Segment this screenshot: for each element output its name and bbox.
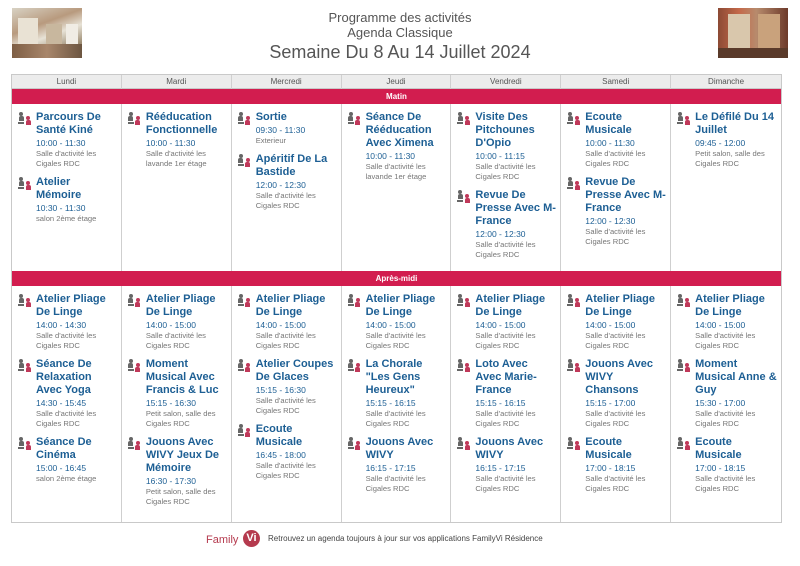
people-activity-icon bbox=[457, 359, 471, 372]
activity-time: 16:15 - 17:15 bbox=[475, 463, 526, 473]
activity-item bbox=[457, 111, 556, 182]
activity-item bbox=[348, 111, 447, 182]
activity-item bbox=[677, 293, 777, 351]
agenda-cell-lundi-morning bbox=[12, 104, 122, 271]
people-activity-icon bbox=[18, 437, 32, 450]
program-title: Programme des activités bbox=[328, 10, 472, 25]
activity-time: 12:00 - 12:30 bbox=[585, 216, 636, 226]
activity-time: 17:00 - 18:15 bbox=[585, 463, 636, 473]
activity-item bbox=[18, 176, 117, 224]
page-header bbox=[0, 0, 800, 70]
people-activity-icon bbox=[677, 112, 691, 125]
activity-location: Petit salon, salle des Cigales RDC bbox=[145, 409, 216, 428]
activity-title: Ecoute Musicale bbox=[585, 111, 632, 136]
afternoon-row bbox=[12, 286, 781, 522]
activity-time: 10:00 - 11:30 bbox=[36, 138, 86, 148]
activity-item bbox=[677, 436, 777, 494]
activity-location: Salle d'activité les Cigales RDC bbox=[475, 331, 536, 350]
agenda-cell-mardi-morning bbox=[122, 104, 232, 271]
familyvi-logo-text: Family bbox=[206, 534, 239, 546]
day-header-samedi: Samedi bbox=[561, 75, 671, 89]
activity-item bbox=[457, 358, 556, 429]
day-header-jeudi: Jeudi bbox=[342, 75, 452, 89]
people-activity-icon bbox=[457, 437, 471, 450]
activity-location: Salle d'activité les Cigales RDC bbox=[36, 149, 97, 168]
activity-time: 16:45 - 18:00 bbox=[255, 450, 306, 460]
activity-title: Loto Avec Avec Marie-France bbox=[475, 358, 537, 396]
period-afternoon-banner: Après-midi bbox=[12, 271, 781, 286]
people-activity-icon bbox=[238, 294, 252, 307]
activity-title: Jouons Avec WIVY bbox=[365, 436, 434, 461]
activity-time: 14:30 - 15:45 bbox=[36, 398, 87, 408]
people-activity-icon bbox=[18, 294, 32, 307]
activity-time: 09:30 - 11:30 bbox=[255, 125, 306, 135]
people-activity-icon bbox=[567, 112, 581, 125]
activity-time: 15:15 - 16:15 bbox=[365, 398, 416, 408]
activity-item bbox=[18, 436, 117, 484]
people-activity-icon bbox=[238, 154, 252, 167]
activity-time: 10:00 - 11:30 bbox=[585, 138, 635, 148]
activity-title: Jouons Avec WIVY bbox=[475, 436, 544, 461]
activity-title: Atelier Pliage De Linge bbox=[695, 293, 765, 318]
agenda-cell-vendredi-afternoon bbox=[451, 286, 561, 522]
activity-item bbox=[128, 293, 227, 351]
activity-item bbox=[348, 293, 447, 351]
people-activity-icon bbox=[238, 112, 252, 125]
activity-item bbox=[567, 293, 666, 351]
activity-item bbox=[457, 189, 556, 260]
day-header-mardi: Mardi bbox=[122, 75, 232, 89]
activity-location: salon 2ème étage bbox=[36, 214, 97, 223]
activity-title: Ecoute Musicale bbox=[585, 436, 632, 461]
activity-title: Atelier Pliage De Linge bbox=[365, 293, 436, 318]
residence-lobby-photo bbox=[12, 8, 82, 58]
people-activity-icon bbox=[457, 190, 471, 203]
activity-location: Salle d'activité les Cigales RDC bbox=[255, 331, 316, 350]
agenda-cell-dimanche-afternoon bbox=[671, 286, 781, 522]
activity-time: 15:15 - 16:30 bbox=[145, 398, 196, 408]
activity-title: Rééducation Fonctionnelle bbox=[145, 111, 218, 136]
people-activity-icon bbox=[128, 112, 142, 125]
activity-item bbox=[238, 153, 337, 211]
activity-title: La Chorale "Les Gens Heureux" bbox=[365, 358, 423, 396]
activity-title: Atelier Coupes De Glaces bbox=[255, 358, 334, 383]
activity-title: Le Défilé Du 14 Juillet bbox=[695, 111, 774, 136]
activity-location: Salle d'activité les Cigales RDC bbox=[475, 474, 536, 493]
weekly-agenda-table bbox=[11, 74, 782, 523]
activity-title: Atelier Pliage De Linge bbox=[36, 293, 106, 318]
period-morning-banner: Matin bbox=[12, 89, 781, 104]
activity-location: salon 2ème étage bbox=[36, 474, 97, 483]
activity-time: 12:00 - 12:30 bbox=[255, 180, 306, 190]
agenda-cell-mercredi-morning bbox=[232, 104, 342, 271]
activity-item bbox=[677, 111, 777, 169]
activity-item bbox=[238, 111, 337, 146]
activity-time: 09:45 - 12:00 bbox=[695, 138, 746, 148]
activity-location: Salle d'activité les Cigales RDC bbox=[365, 474, 426, 493]
activity-item bbox=[567, 358, 666, 429]
activity-title: Revue De Presse Avec M-France bbox=[475, 189, 556, 227]
activity-item bbox=[567, 111, 666, 169]
activity-item bbox=[128, 358, 227, 429]
activity-title: Jouons Avec WIVY Chansons bbox=[585, 358, 653, 396]
agenda-type: Agenda Classique bbox=[347, 25, 453, 40]
activity-item bbox=[238, 293, 337, 351]
activity-location: Salle d'activité les Cigales RDC bbox=[585, 331, 646, 350]
activity-location: Salle d'activité les Cigales RDC bbox=[585, 149, 646, 168]
activity-item bbox=[348, 436, 447, 494]
agenda-cell-samedi-afternoon bbox=[561, 286, 671, 522]
activity-item bbox=[128, 111, 227, 169]
people-activity-icon bbox=[567, 437, 581, 450]
activity-time: 15:15 - 16:30 bbox=[255, 385, 306, 395]
activity-item bbox=[457, 436, 556, 494]
activity-item bbox=[567, 436, 666, 494]
activity-location: Salle d'activité les Cigales RDC bbox=[365, 331, 426, 350]
activity-location: Salle d'activité les Cigales RDC bbox=[365, 409, 426, 428]
activity-title: Séance De Rééducation Avec Ximena bbox=[365, 111, 434, 149]
residence-entrance-photo bbox=[718, 8, 788, 58]
activity-title: Atelier Pliage De Linge bbox=[255, 293, 326, 318]
activity-location: Salle d'activité les Cigales RDC bbox=[585, 474, 646, 493]
activity-time: 17:00 - 18:15 bbox=[695, 463, 746, 473]
activity-location: Exterieur bbox=[255, 136, 287, 145]
activity-location: Salle d'activité les Cigales RDC bbox=[695, 409, 756, 428]
activity-location: Salle d'activité les Cigales RDC bbox=[255, 396, 316, 415]
activity-item bbox=[128, 436, 227, 507]
agenda-cell-samedi-morning bbox=[561, 104, 671, 271]
activity-item bbox=[567, 176, 666, 247]
people-activity-icon bbox=[128, 359, 142, 372]
people-activity-icon bbox=[567, 177, 581, 190]
activity-time: 16:30 - 17:30 bbox=[145, 476, 196, 486]
day-header-vendredi: Vendredi bbox=[451, 75, 561, 89]
activity-location: Salle d'activité les Cigales RDC bbox=[475, 409, 536, 428]
agenda-cell-dimanche-morning bbox=[671, 104, 781, 271]
day-header-row bbox=[12, 75, 781, 89]
activity-time: 10:00 - 11:15 bbox=[475, 151, 525, 161]
header-titles bbox=[150, 10, 650, 63]
people-activity-icon bbox=[348, 437, 362, 450]
activity-title: Moment Musical Anne & Guy bbox=[695, 358, 777, 396]
activity-title: Ecoute Musicale bbox=[695, 436, 742, 461]
activity-location: Salle d'activité les lavande 1er étage bbox=[145, 149, 207, 168]
activity-title: Jouons Avec WIVY Jeux De Mémoire bbox=[145, 436, 220, 474]
activity-item bbox=[457, 293, 556, 351]
people-activity-icon bbox=[567, 359, 581, 372]
activity-time: 14:00 - 14:30 bbox=[36, 320, 87, 330]
people-activity-icon bbox=[348, 112, 362, 125]
people-activity-icon bbox=[677, 359, 691, 372]
footer-app-notice: Retrouvez un agenda toujours à jour sur vos applications FamilyVi Résidence bbox=[268, 534, 543, 543]
agenda-cell-jeudi-afternoon bbox=[342, 286, 452, 522]
people-activity-icon bbox=[457, 112, 471, 125]
people-activity-icon bbox=[567, 294, 581, 307]
activity-item bbox=[18, 293, 117, 351]
people-activity-icon bbox=[238, 424, 252, 437]
activity-location: Salle d'activité les Cigales RDC bbox=[36, 409, 97, 428]
activity-time: 14:00 - 15:00 bbox=[145, 320, 196, 330]
activity-item bbox=[677, 358, 777, 429]
activity-time: 10:00 - 11:30 bbox=[145, 138, 196, 148]
morning-row bbox=[12, 104, 781, 271]
activity-title: Ecoute Musicale bbox=[255, 423, 303, 448]
activity-item bbox=[348, 358, 447, 429]
activity-location: Salle d'activité les Cigales RDC bbox=[695, 474, 756, 493]
day-header-lundi: Lundi bbox=[12, 75, 122, 89]
activity-location: Salle d'activité les Cigales RDC bbox=[585, 409, 646, 428]
activity-title: Séance De Cinéma bbox=[36, 436, 92, 461]
people-activity-icon bbox=[238, 359, 252, 372]
day-header-dimanche: Dimanche bbox=[708, 77, 745, 86]
activity-time: 16:15 - 17:15 bbox=[365, 463, 416, 473]
activity-item bbox=[238, 358, 337, 416]
activity-item bbox=[18, 111, 117, 169]
activity-time: 14:00 - 15:00 bbox=[365, 320, 416, 330]
activity-time: 15:15 - 16:15 bbox=[475, 398, 526, 408]
activity-time: 10:00 - 11:30 bbox=[365, 151, 416, 161]
people-activity-icon bbox=[18, 112, 32, 125]
activity-title: Atelier Mémoire bbox=[36, 176, 82, 201]
people-activity-icon bbox=[128, 437, 142, 450]
activity-location: Salle d'activité les Cigales RDC bbox=[255, 461, 316, 480]
activity-title: Revue De Presse Avec M-France bbox=[585, 176, 666, 214]
day-header-mercredi: Mercredi bbox=[232, 75, 342, 89]
activity-title: Apéritif De La Bastide bbox=[255, 153, 328, 178]
activity-title: Visite Des Pitchounes D'Opio bbox=[475, 111, 535, 149]
people-activity-icon bbox=[457, 294, 471, 307]
activity-location: Petit salon, salle des Cigales RDC bbox=[145, 487, 216, 506]
activity-time: 10:30 - 11:30 bbox=[36, 203, 86, 213]
activity-location: Salle d'activité les Cigales RDC bbox=[695, 331, 756, 350]
activity-time: 15:30 - 17:00 bbox=[695, 398, 746, 408]
activity-title: Séance De Relaxation Avec Yoga bbox=[36, 358, 92, 396]
agenda-cell-mardi-afternoon bbox=[122, 286, 232, 522]
activity-time: 12:00 - 12:30 bbox=[475, 229, 526, 239]
agenda-cell-vendredi-morning bbox=[451, 104, 561, 271]
activity-title: Moment Musical Avec Francis & Luc bbox=[145, 358, 219, 396]
people-activity-icon bbox=[128, 294, 142, 307]
activity-location: Petit salon, salle des Cigales RDC bbox=[695, 149, 765, 168]
familyvi-logo-icon: Vi bbox=[243, 530, 260, 547]
people-activity-icon bbox=[677, 437, 691, 450]
activity-item bbox=[238, 423, 337, 481]
activity-title: Atelier Pliage De Linge bbox=[145, 293, 216, 318]
agenda-cell-jeudi-morning bbox=[342, 104, 452, 271]
activity-time: 14:00 - 15:00 bbox=[695, 320, 746, 330]
activity-title: Parcours De Santé Kiné bbox=[36, 111, 101, 136]
people-activity-icon bbox=[348, 294, 362, 307]
activity-title: Sortie bbox=[255, 111, 287, 123]
activity-location: Salle d'activité les lavande 1er étage bbox=[365, 162, 427, 181]
activity-title: Atelier Pliage De Linge bbox=[585, 293, 655, 318]
agenda-cell-lundi-afternoon bbox=[12, 286, 122, 522]
activity-time: 14:00 - 15:00 bbox=[585, 320, 636, 330]
activity-location: Salle d'activité les Cigales RDC bbox=[475, 162, 536, 181]
people-activity-icon bbox=[18, 177, 32, 190]
people-activity-icon bbox=[18, 359, 32, 372]
activity-time: 15:00 - 16:45 bbox=[36, 463, 87, 473]
activity-location: Salle d'activité les Cigales RDC bbox=[36, 331, 97, 350]
people-activity-icon bbox=[677, 294, 691, 307]
activity-title: Atelier Pliage De Linge bbox=[475, 293, 546, 318]
activity-time: 14:00 - 15:00 bbox=[475, 320, 526, 330]
activity-location: Salle d'activité les Cigales RDC bbox=[585, 227, 646, 246]
activity-time: 14:00 - 15:00 bbox=[255, 320, 306, 330]
activity-item bbox=[18, 358, 117, 429]
people-activity-icon bbox=[348, 359, 362, 372]
agenda-cell-mercredi-afternoon bbox=[232, 286, 342, 522]
activity-location: Salle d'activité les Cigales RDC bbox=[255, 191, 316, 210]
week-title: Semaine Du 8 Au 14 Juillet 2024 bbox=[269, 42, 531, 62]
activity-location: Salle d'activité les Cigales RDC bbox=[145, 331, 206, 350]
footer bbox=[0, 530, 800, 550]
activity-time: 15:15 - 17:00 bbox=[585, 398, 636, 408]
activity-location: Salle d'activité les Cigales RDC bbox=[475, 240, 536, 259]
